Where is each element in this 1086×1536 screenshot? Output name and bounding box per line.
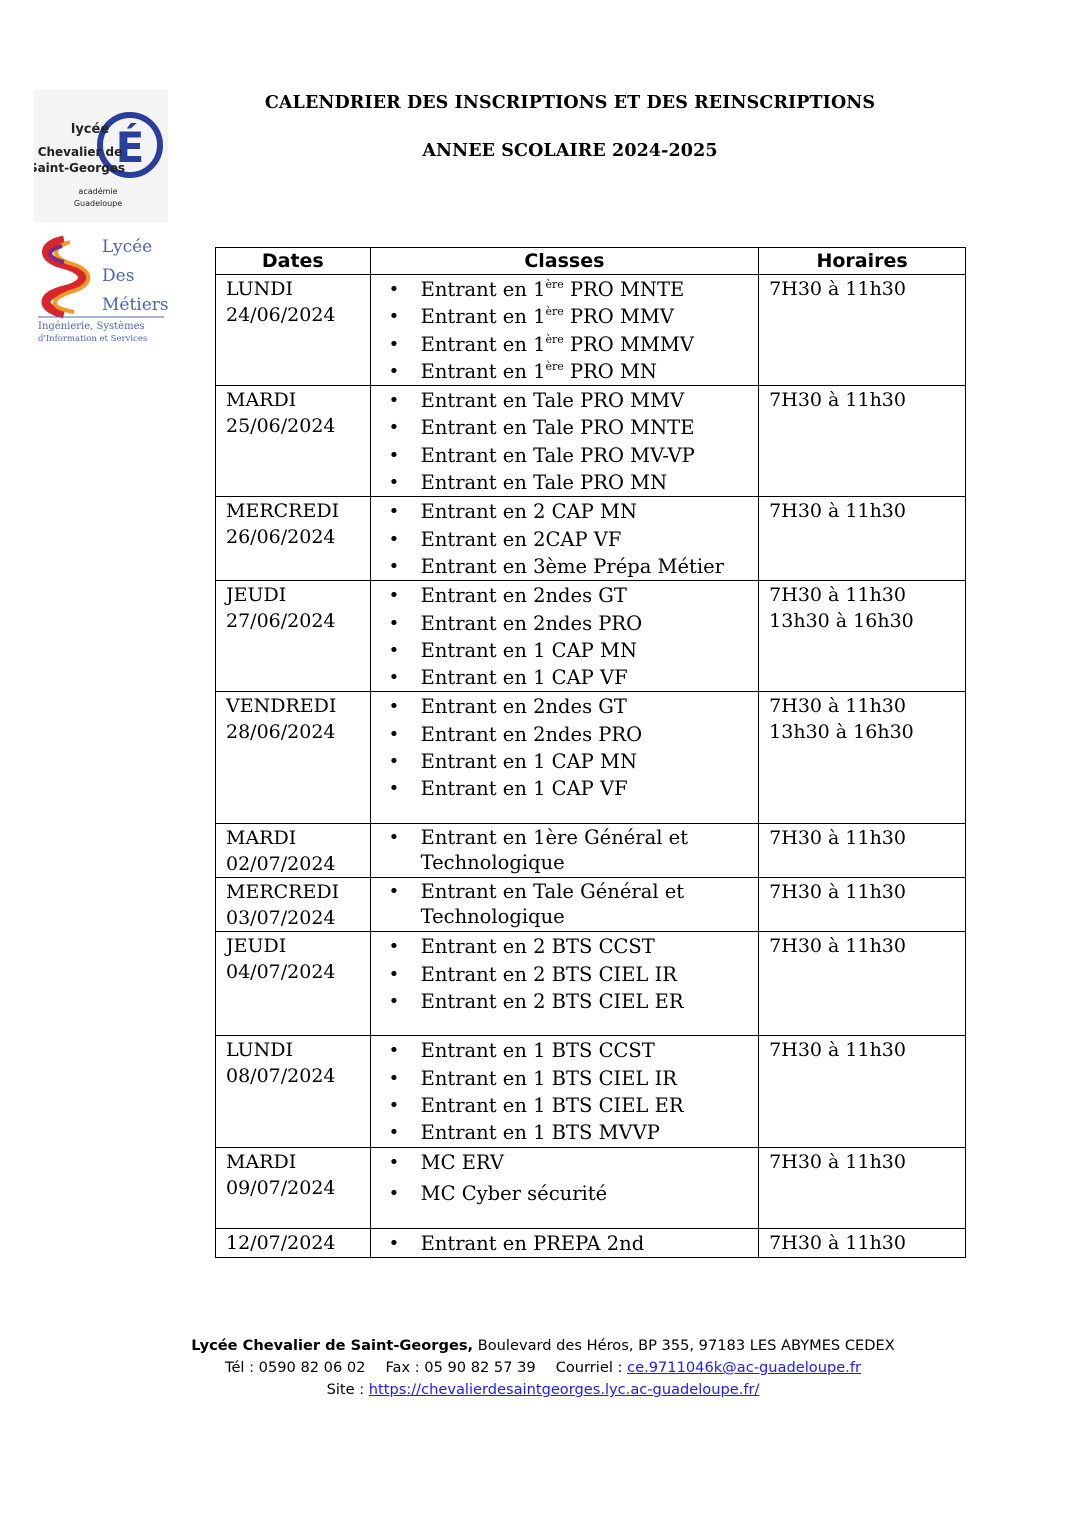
date-cell: JEUDI 27/06/2024 <box>216 581 371 692</box>
hours-cell: 7H30 à 11h30 <box>759 878 966 932</box>
hours-cell: 7H30 à 11h30 13h30 à 16h30 <box>759 581 966 692</box>
list-item: • Entrant en Tale PRO MNTE <box>371 414 759 441</box>
table-row <box>216 878 966 932</box>
table-header-row <box>216 248 966 275</box>
classes-cell <box>370 1147 759 1228</box>
table-row <box>216 1036 966 1147</box>
list-item: • MC Cyber sécurité <box>371 1180 759 1207</box>
table-row <box>216 581 966 692</box>
hours-cell: 7H30 à 11h30 <box>759 275 966 386</box>
hours-cell: 7H30 à 11h30 13h30 à 16h30 <box>759 692 966 824</box>
list-item: • Entrant en 1 BTS CIEL ER <box>371 1092 759 1119</box>
date-cell: MERCREDI 03/07/2024 <box>216 878 371 932</box>
list-item: • Entrant en 1 CAP VF <box>371 775 759 802</box>
footer-contact <box>0 1359 1086 1376</box>
classes-cell <box>370 1036 759 1147</box>
date-cell: LUNDI 08/07/2024 <box>216 1036 371 1147</box>
lycee-des-metiers-logo <box>34 230 168 345</box>
svg-text:É: É <box>115 123 145 172</box>
date-value: 24/06/2024 <box>226 304 336 326</box>
classes-cell <box>370 386 759 497</box>
classes-cell <box>370 497 759 581</box>
hours-cell: 7H30 à 11h30 <box>759 497 966 581</box>
list-item: • Entrant en 1ère PRO MMMV <box>371 331 759 358</box>
table-row <box>216 824 966 878</box>
hours-cell: 7H30 à 11h30 <box>759 1147 966 1228</box>
classes-cell <box>370 824 759 878</box>
classes-cell <box>370 932 759 1036</box>
list-item: • Entrant en Tale PRO MV-VP <box>371 442 759 469</box>
day-name: LUNDI <box>226 278 293 300</box>
classes-cell <box>370 692 759 824</box>
date-cell: JEUDI 04/07/2024 <box>216 932 371 1036</box>
header-classes: Classes <box>370 248 759 275</box>
date-cell <box>216 275 371 386</box>
list-item: • Entrant en 2ndes PRO <box>371 721 759 748</box>
logo-line1: lycée <box>70 122 110 137</box>
metiers-line4: Ingénierie, Systèmes <box>38 321 145 332</box>
table-row <box>216 932 966 1036</box>
list-item: • Entrant en 1 CAP MN <box>371 748 759 775</box>
header-horaires: Horaires <box>759 248 966 275</box>
list-item: • Entrant en PREPA 2nd <box>371 1230 759 1257</box>
header-dates: Dates <box>216 248 371 275</box>
footer-site-label: Site : <box>326 1381 369 1398</box>
list-item: • Entrant en 2ndes GT <box>371 582 759 609</box>
list-item: • Entrant en 1ère PRO MMV <box>371 303 759 330</box>
list-item: • Entrant en 1 CAP VF <box>371 664 759 691</box>
list-item: • Entrant en 2 BTS CIEL ER <box>371 988 759 1015</box>
metiers-line3: Métiers <box>102 295 168 315</box>
hours-cell: 7H30 à 11h30 <box>759 824 966 878</box>
list-item: • Entrant en 3ème Prépa Métier <box>371 553 759 580</box>
date-cell: MARDI 02/07/2024 <box>216 824 371 878</box>
footer-mail-link[interactable]: ce.9711046k@ac-guadeloupe.fr <box>627 1359 861 1376</box>
list-item: • Entrant en Tale PRO MMV <box>371 387 759 414</box>
schedule-table <box>215 247 966 1258</box>
list-item: • Entrant en 1 BTS CCST <box>371 1037 759 1064</box>
date-cell: MARDI 09/07/2024 <box>216 1147 371 1228</box>
logo-line3: Saint-Georges <box>34 161 126 175</box>
list-item: • Entrant en 2CAP VF <box>371 526 759 553</box>
date-cell: VENDREDI 28/06/2024 <box>216 692 371 824</box>
table-row <box>216 275 966 386</box>
footer-fax: Fax : 05 90 82 57 39 <box>385 1359 536 1376</box>
classes-cell <box>370 275 759 386</box>
hours-cell: 7H30 à 11h30 <box>759 1036 966 1147</box>
hours-cell: 7H30 à 11h30 <box>759 386 966 497</box>
footer-site-link[interactable]: https://chevalierdesaintgeorges.lyc.ac-guadeloupe.fr/ <box>368 1381 760 1398</box>
list-item: • Entrant en 1ère PRO MNTE <box>371 276 759 303</box>
table-row <box>216 1228 966 1257</box>
list-item: • Entrant en 2ndes PRO <box>371 610 759 637</box>
list-item: • Entrant en 1ère PRO MN <box>371 358 759 385</box>
metiers-line2: Des <box>102 266 135 286</box>
date-cell: MARDI 25/06/2024 <box>216 386 371 497</box>
list-item: • Entrant en 1 BTS CIEL IR <box>371 1065 759 1092</box>
list-item: • MC ERV <box>371 1149 759 1176</box>
footer-mail-label: Courriel : <box>555 1359 628 1376</box>
list-item: • Entrant en 1ère Général et Technologique <box>371 825 759 875</box>
footer-school: Lycée Chevalier de Saint-Georges, <box>191 1337 474 1354</box>
classes-cell <box>370 878 759 932</box>
document-subtitle: ANNEE SCOLAIRE 2024-2025 <box>422 141 718 161</box>
hours-cell: 7H30 à 11h30 <box>759 932 966 1036</box>
logo-line2: Chevalier de <box>37 145 123 159</box>
logo-line5: Guadeloupe <box>73 199 123 208</box>
list-item: • Entrant en 1 BTS MVVP <box>371 1119 759 1146</box>
list-item: • Entrant en 2 BTS CIEL IR <box>371 961 759 988</box>
footer-tel: Tél : 0590 82 06 02 <box>225 1359 366 1376</box>
date-cell: MERCREDI 26/06/2024 <box>216 497 371 581</box>
hours-cell: 7H30 à 11h30 <box>759 1228 966 1257</box>
metiers-line1: Lycée <box>102 237 153 257</box>
table-row <box>216 497 966 581</box>
list-item: • Entrant en 2ndes GT <box>371 693 759 720</box>
logo-line4: académie <box>78 187 118 196</box>
footer-address <box>0 1337 1086 1354</box>
list-item: • Entrant en 2 BTS CCST <box>371 933 759 960</box>
list-item: • Entrant en 1 CAP MN <box>371 637 759 664</box>
classes-cell <box>370 581 759 692</box>
document-title: CALENDRIER DES INSCRIPTIONS ET DES REINSCRIPTIONS <box>264 93 876 113</box>
list-item: • Entrant en Tale PRO MN <box>371 469 759 496</box>
table-row <box>216 1147 966 1228</box>
table-row <box>216 692 966 824</box>
classes-cell <box>370 1228 759 1257</box>
footer-address-text: Boulevard des Héros, BP 355, 97183 LES ABYMES CEDEX <box>473 1337 895 1354</box>
list-item: • Entrant en 2 CAP MN <box>371 498 759 525</box>
table-row <box>216 386 966 497</box>
metiers-line5: d'Information et Services <box>38 334 148 344</box>
list-item: • Entrant en Tale Général et Technologique <box>371 879 759 929</box>
date-cell: 12/07/2024 <box>216 1228 371 1257</box>
footer-site <box>0 1381 1086 1398</box>
